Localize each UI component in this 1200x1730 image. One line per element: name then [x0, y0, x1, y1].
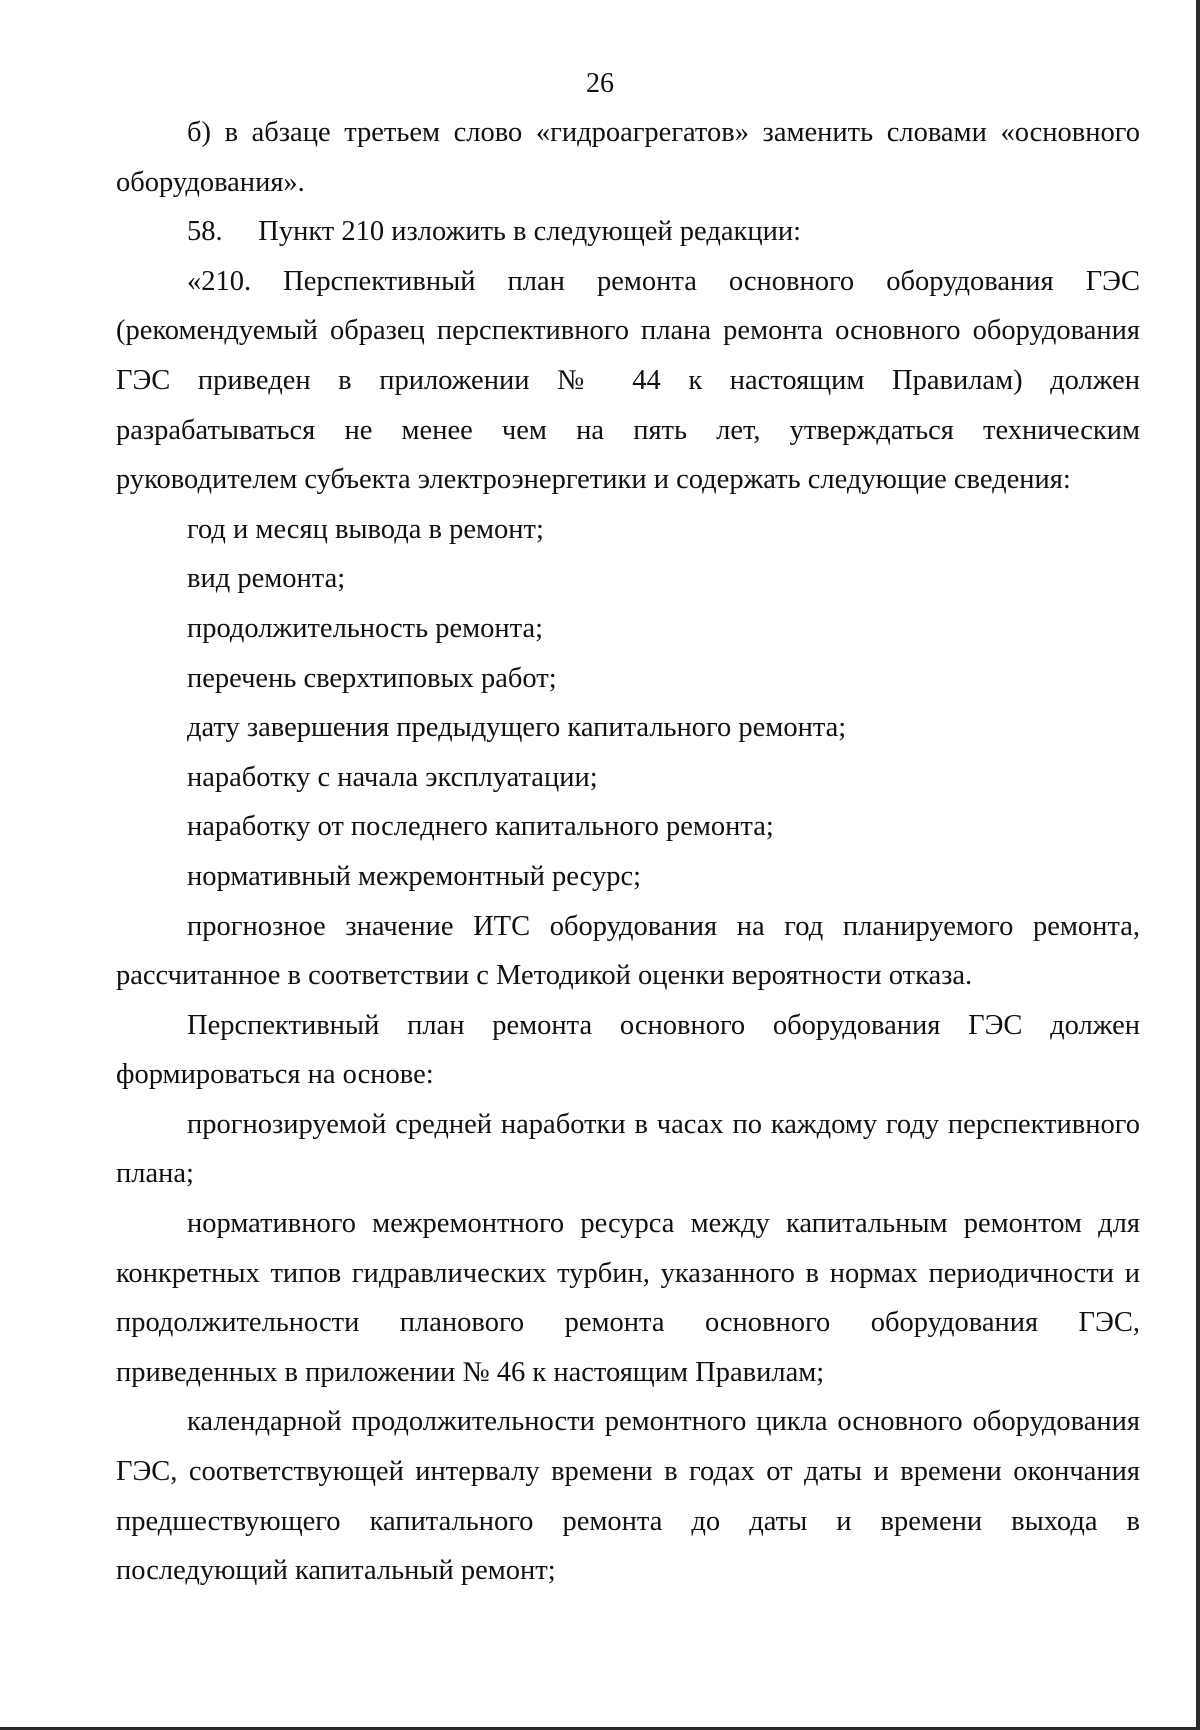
paragraph-item-58: 58. Пункт 210 изложить в следующей редакции:	[187, 216, 801, 248]
list-item: нормативный межремонтный ресурс;	[187, 860, 642, 892]
document-body	[116, 108, 1140, 1596]
paragraph-item-210: «210. Перспективный план ремонта основного оборудования ГЭС (рекомендуемый образец перспективного плана ремонта основного оборудования ГЭС приведен в приложении № 44 к настоящим Правилам) должен разрабатываться не менее чем на пять лет, утверждаться техническим руководителем субъекта электроэнергетики и содержать следующие сведения:	[116, 265, 1140, 496]
list-item: дату завершения предыдущего капитального ремонта;	[187, 712, 847, 744]
paragraph-average-runtime: прогнозируемой средней наработки в часах по каждому году перспективного плана;	[116, 1108, 1140, 1190]
list-item: наработку с начала эксплуатации;	[187, 761, 598, 793]
list-item: наработку от последнего капитального ремонта;	[187, 811, 774, 843]
scan-edge-right	[1196, 0, 1200, 1730]
list-item: продолжительность ремонта;	[187, 612, 544, 644]
paragraph-plan-basis: Перспективный план ремонта основного оборудования ГЭС должен формироваться на основе:	[116, 1009, 1140, 1091]
list-item: вид ремонта;	[187, 563, 346, 595]
paragraph-repair-cycle: календарной продолжительности ремонтного цикла основного оборудования ГЭС, соответствующей интервалу времени в годах от даты и времени окончания предшествующего капитального ремонта до даты и времени выхода в последующий капитальный ремонт;	[116, 1406, 1140, 1587]
list-item: год и месяц вывода в ремонт;	[187, 513, 544, 545]
paragraph-normative-resource: нормативного межремонтного ресурса между капитальным ремонтом для конкретных типов гидравлических турбин, указанного в нормах периодичности и продолжительности планового ремонта основного оборудования ГЭС, приведенных в приложении № 46 к настоящим Правилам;	[116, 1208, 1140, 1388]
page-number: 26	[586, 68, 614, 99]
paragraph-amendment-b: б) в абзаце третьем слово «гидроагрегатов» заменить словами «основного оборудования».	[116, 117, 1140, 198]
list-item: перечень сверхтиповых работ;	[187, 662, 557, 694]
paragraph-forecast-its: прогнозное значение ИТС оборудования на год планируемого ремонта, рассчитанное в соответствии с Методикой оценки вероятности отказа.	[116, 910, 1140, 992]
